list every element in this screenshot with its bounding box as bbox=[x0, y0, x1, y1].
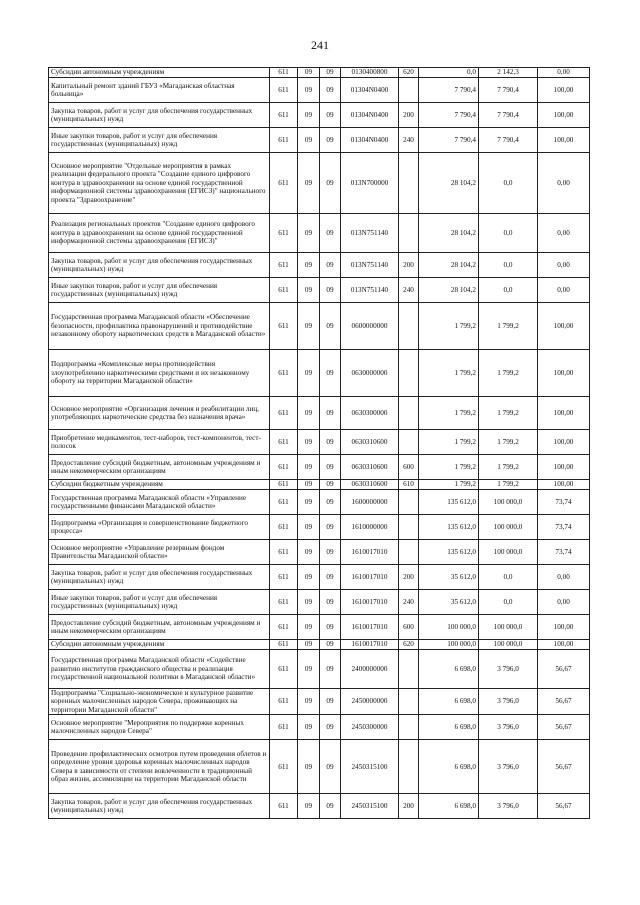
row-subsection-cell: 09 bbox=[320, 303, 341, 350]
row-name-cell: Основное мероприятие «Организация лечения и реабилитации лиц, употребляющих наркотические средства без назначения врача» bbox=[49, 397, 270, 430]
row-name-cell: Основное мероприятие «Управление резервным фондом Правительства Магаданской области» bbox=[49, 540, 270, 565]
row-admin-code-cell: 611 bbox=[270, 214, 298, 253]
row-name-cell: Иные закупки товаров, работ и услуг для обеспечения государственных (муниципальных) нужд bbox=[49, 278, 270, 303]
row-section-cell: 09 bbox=[298, 515, 320, 540]
table-row bbox=[49, 78, 590, 103]
row-section-cell: 09 bbox=[298, 565, 320, 590]
row-target-code-cell: 0130400800 bbox=[341, 68, 399, 78]
row-expense-type-cell bbox=[399, 740, 419, 794]
row-plan-amount-cell: 28 104,2 bbox=[419, 153, 479, 214]
row-section-cell: 09 bbox=[298, 214, 320, 253]
row-section-cell: 09 bbox=[298, 350, 320, 397]
table-row bbox=[49, 278, 590, 303]
row-admin-code-cell: 611 bbox=[270, 565, 298, 590]
row-percent-cell: 73,74 bbox=[538, 540, 590, 565]
row-section-cell: 09 bbox=[298, 278, 320, 303]
row-expense-type-cell: 620 bbox=[399, 68, 419, 78]
row-name-cell: Подпрограмма "Социально-экономическое и культурное развитие коренных малочисленных народов Севера, проживающих на территории Магаданской области" bbox=[49, 689, 270, 715]
row-admin-code-cell: 611 bbox=[270, 430, 298, 455]
row-name-cell: Подпрограмма «Организация и совершенствование бюджетного процесса» bbox=[49, 515, 270, 540]
table-row bbox=[49, 128, 590, 153]
row-target-code-cell: 0630000000 bbox=[341, 350, 399, 397]
table-row bbox=[49, 794, 590, 819]
row-target-code-cell: 013N751140 bbox=[341, 253, 399, 278]
row-expense-type-cell: 620 bbox=[399, 640, 419, 650]
row-subsection-cell: 09 bbox=[320, 153, 341, 214]
row-percent-cell: 0,00 bbox=[538, 214, 590, 253]
table-row bbox=[49, 590, 590, 615]
row-percent-cell: 100,00 bbox=[538, 128, 590, 153]
table-row bbox=[49, 540, 590, 565]
row-expense-type-cell bbox=[399, 303, 419, 350]
row-fact-amount-cell: 3 796,0 bbox=[479, 740, 538, 794]
row-subsection-cell: 09 bbox=[320, 615, 341, 640]
row-admin-code-cell: 611 bbox=[270, 68, 298, 78]
row-subsection-cell: 09 bbox=[320, 794, 341, 819]
row-target-code-cell: 013N700000 bbox=[341, 153, 399, 214]
row-fact-amount-cell: 2 142,3 bbox=[479, 68, 538, 78]
row-name-cell: Реализация региональных проектов "Создание единого цифрового контура в здравоохранении на основе единой государственной информационной системы здравоохранения (ЕГИСЗ)" bbox=[49, 214, 270, 253]
row-expense-type-cell bbox=[399, 715, 419, 740]
row-subsection-cell: 09 bbox=[320, 350, 341, 397]
row-name-cell: Закупка товаров, работ и услуг для обеспечения государственных (муниципальных) нужд bbox=[49, 794, 270, 819]
row-expense-type-cell bbox=[399, 78, 419, 103]
row-name-cell: Приобретение медикаментов, тест-наборов, тест-компонентов, тест-полосок bbox=[49, 430, 270, 455]
page-number: 241 bbox=[311, 38, 329, 52]
row-target-code-cell: 0600000000 bbox=[341, 303, 399, 350]
row-name-cell: Государственная программа Магаданской области «Содействие развитию институтов гражданского общества и реализация государственной национальной политики в Магаданской области» bbox=[49, 650, 270, 689]
row-target-code-cell: 2400000000 bbox=[341, 650, 399, 689]
row-admin-code-cell: 611 bbox=[270, 540, 298, 565]
row-percent-cell: 100,00 bbox=[538, 615, 590, 640]
row-percent-cell: 0,00 bbox=[538, 253, 590, 278]
row-expense-type-cell: 200 bbox=[399, 794, 419, 819]
row-admin-code-cell: 611 bbox=[270, 740, 298, 794]
row-expense-type-cell bbox=[399, 214, 419, 253]
row-fact-amount-cell: 3 796,0 bbox=[479, 689, 538, 715]
row-admin-code-cell: 611 bbox=[270, 615, 298, 640]
row-plan-amount-cell: 35 612,0 bbox=[419, 590, 479, 615]
row-section-cell: 09 bbox=[298, 455, 320, 480]
row-target-code-cell: 01304N0400 bbox=[341, 78, 399, 103]
row-subsection-cell: 09 bbox=[320, 590, 341, 615]
row-percent-cell: 100,00 bbox=[538, 455, 590, 480]
row-section-cell: 09 bbox=[298, 650, 320, 689]
row-name-cell: Закупка товаров, работ и услуг для обеспечения государственных (муниципальных) нужд bbox=[49, 565, 270, 590]
row-percent-cell: 0,00 bbox=[538, 565, 590, 590]
row-expense-type-cell bbox=[399, 397, 419, 430]
row-plan-amount-cell: 1 799,2 bbox=[419, 430, 479, 455]
row-plan-amount-cell: 100 000,0 bbox=[419, 615, 479, 640]
row-section-cell: 09 bbox=[298, 397, 320, 430]
row-subsection-cell: 09 bbox=[320, 650, 341, 689]
table-row bbox=[49, 715, 590, 740]
row-expense-type-cell: 610 bbox=[399, 480, 419, 490]
row-section-cell: 09 bbox=[298, 640, 320, 650]
budget-table-body bbox=[49, 68, 590, 819]
row-plan-amount-cell: 1 799,2 bbox=[419, 397, 479, 430]
row-plan-amount-cell: 135 612,0 bbox=[419, 540, 479, 565]
row-expense-type-cell bbox=[399, 540, 419, 565]
row-target-code-cell: 2450315100 bbox=[341, 740, 399, 794]
row-percent-cell: 100,00 bbox=[538, 78, 590, 103]
table-row bbox=[49, 350, 590, 397]
row-section-cell: 09 bbox=[298, 615, 320, 640]
row-expense-type-cell bbox=[399, 515, 419, 540]
row-name-cell: Субсидии автономным учреждениям bbox=[49, 640, 270, 650]
row-subsection-cell: 09 bbox=[320, 490, 341, 515]
row-target-code-cell: 0630310600 bbox=[341, 455, 399, 480]
row-target-code-cell: 013N751140 bbox=[341, 214, 399, 253]
row-expense-type-cell: 600 bbox=[399, 615, 419, 640]
row-percent-cell: 100,00 bbox=[538, 480, 590, 490]
row-fact-amount-cell: 3 796,0 bbox=[479, 715, 538, 740]
row-fact-amount-cell: 100 000,0 bbox=[479, 540, 538, 565]
row-expense-type-cell: 240 bbox=[399, 278, 419, 303]
table-row bbox=[49, 253, 590, 278]
row-name-cell: Закупка товаров, работ и услуг для обеспечения государственных (муниципальных) нужд bbox=[49, 253, 270, 278]
row-fact-amount-cell: 1 799,2 bbox=[479, 480, 538, 490]
row-plan-amount-cell: 6 698,0 bbox=[419, 794, 479, 819]
row-subsection-cell: 09 bbox=[320, 480, 341, 490]
row-expense-type-cell: 200 bbox=[399, 565, 419, 590]
row-percent-cell: 100,00 bbox=[538, 103, 590, 128]
row-fact-amount-cell: 1 799,2 bbox=[479, 303, 538, 350]
row-fact-amount-cell: 0,0 bbox=[479, 214, 538, 253]
row-plan-amount-cell: 6 698,0 bbox=[419, 650, 479, 689]
row-admin-code-cell: 611 bbox=[270, 640, 298, 650]
row-subsection-cell: 09 bbox=[320, 78, 341, 103]
row-subsection-cell: 09 bbox=[320, 214, 341, 253]
table-row bbox=[49, 740, 590, 794]
table-row bbox=[49, 303, 590, 350]
row-section-cell: 09 bbox=[298, 303, 320, 350]
row-expense-type-cell: 600 bbox=[399, 455, 419, 480]
row-subsection-cell: 09 bbox=[320, 515, 341, 540]
table-row bbox=[49, 397, 590, 430]
table-row bbox=[49, 430, 590, 455]
row-plan-amount-cell: 1 799,2 bbox=[419, 303, 479, 350]
row-target-code-cell: 01304N0400 bbox=[341, 128, 399, 153]
row-name-cell: Государственная программа Магаданской области «Управление государственными финансами Магаданской области» bbox=[49, 490, 270, 515]
row-percent-cell: 56,67 bbox=[538, 650, 590, 689]
row-name-cell: Предоставление субсидий бюджетным, автономным учреждениям и иным некоммерческим организациям bbox=[49, 455, 270, 480]
budget-table bbox=[48, 67, 590, 819]
row-section-cell: 09 bbox=[298, 103, 320, 128]
row-percent-cell: 56,67 bbox=[538, 794, 590, 819]
row-section-cell: 09 bbox=[298, 715, 320, 740]
row-plan-amount-cell: 7 790,4 bbox=[419, 78, 479, 103]
row-target-code-cell: 1610000000 bbox=[341, 515, 399, 540]
row-admin-code-cell: 611 bbox=[270, 515, 298, 540]
row-target-code-cell: 0630300000 bbox=[341, 397, 399, 430]
row-percent-cell: 100,00 bbox=[538, 430, 590, 455]
row-subsection-cell: 09 bbox=[320, 740, 341, 794]
row-fact-amount-cell: 100 000,0 bbox=[479, 515, 538, 540]
row-section-cell: 09 bbox=[298, 128, 320, 153]
row-name-cell: Иные закупки товаров, работ и услуг для обеспечения государственных (муниципальных) нужд bbox=[49, 590, 270, 615]
row-name-cell: Основное мероприятие "Отдельные мероприятия в рамках реализации федерального проекта "Создание единого цифрового контура в здравоохранении на основе единой государственной информационной системы здравоохранения (ЕГИСЗ)" национального проекта "Здравоохранение" bbox=[49, 153, 270, 214]
table-row bbox=[49, 689, 590, 715]
row-section-cell: 09 bbox=[298, 540, 320, 565]
row-admin-code-cell: 611 bbox=[270, 153, 298, 214]
row-subsection-cell: 09 bbox=[320, 540, 341, 565]
row-name-cell: Подпрограмма «Комплексные меры противодействия злоупотреблению наркотическими средствами и их незаконному обороту на территории Магаданской области» bbox=[49, 350, 270, 397]
row-percent-cell: 73,74 bbox=[538, 515, 590, 540]
row-fact-amount-cell: 7 790,4 bbox=[479, 128, 538, 153]
row-plan-amount-cell: 1 799,2 bbox=[419, 480, 479, 490]
row-admin-code-cell: 611 bbox=[270, 689, 298, 715]
row-expense-type-cell bbox=[399, 490, 419, 515]
row-admin-code-cell: 611 bbox=[270, 715, 298, 740]
row-target-code-cell: 1600000000 bbox=[341, 490, 399, 515]
row-name-cell: Иные закупки товаров, работ и услуг для обеспечения государственных (муниципальных) нужд bbox=[49, 128, 270, 153]
row-plan-amount-cell: 7 790,4 bbox=[419, 128, 479, 153]
row-section-cell: 09 bbox=[298, 430, 320, 455]
row-section-cell: 09 bbox=[298, 590, 320, 615]
row-admin-code-cell: 611 bbox=[270, 78, 298, 103]
table-row bbox=[49, 565, 590, 590]
row-target-code-cell: 2450300000 bbox=[341, 715, 399, 740]
row-admin-code-cell: 611 bbox=[270, 103, 298, 128]
row-name-cell: Субсидии бюджетным учреждениям bbox=[49, 480, 270, 490]
row-subsection-cell: 09 bbox=[320, 430, 341, 455]
row-subsection-cell: 09 bbox=[320, 103, 341, 128]
row-section-cell: 09 bbox=[298, 153, 320, 214]
row-subsection-cell: 09 bbox=[320, 253, 341, 278]
table-row bbox=[49, 615, 590, 640]
row-percent-cell: 100,00 bbox=[538, 640, 590, 650]
row-admin-code-cell: 611 bbox=[270, 397, 298, 430]
row-fact-amount-cell: 3 796,0 bbox=[479, 794, 538, 819]
row-plan-amount-cell: 7 790,4 bbox=[419, 103, 479, 128]
row-fact-amount-cell: 0,0 bbox=[479, 153, 538, 214]
row-section-cell: 09 bbox=[298, 689, 320, 715]
row-name-cell: Субсидии автономным учреждениям bbox=[49, 68, 270, 78]
table-row bbox=[49, 68, 590, 78]
row-expense-type-cell: 200 bbox=[399, 253, 419, 278]
row-target-code-cell: 1610017010 bbox=[341, 615, 399, 640]
row-expense-type-cell bbox=[399, 689, 419, 715]
row-expense-type-cell: 240 bbox=[399, 590, 419, 615]
row-section-cell: 09 bbox=[298, 253, 320, 278]
row-section-cell: 09 bbox=[298, 490, 320, 515]
row-admin-code-cell: 611 bbox=[270, 794, 298, 819]
row-admin-code-cell: 611 bbox=[270, 490, 298, 515]
row-admin-code-cell: 611 bbox=[270, 278, 298, 303]
row-subsection-cell: 09 bbox=[320, 640, 341, 650]
row-percent-cell: 56,67 bbox=[538, 689, 590, 715]
row-name-cell: Проведение профилактических осмотров путем проведения облетов и определение уровня здоровья коренных малочисленных народов Севера в зависимости от степени вовлеченности в традиционный образ жизни, ассимиляции на территории Магаданской области bbox=[49, 740, 270, 794]
row-percent-cell: 73,74 bbox=[538, 490, 590, 515]
row-expense-type-cell: 240 bbox=[399, 128, 419, 153]
row-admin-code-cell: 611 bbox=[270, 455, 298, 480]
row-percent-cell: 0,00 bbox=[538, 153, 590, 214]
row-subsection-cell: 09 bbox=[320, 455, 341, 480]
row-fact-amount-cell: 1 799,2 bbox=[479, 350, 538, 397]
row-section-cell: 09 bbox=[298, 68, 320, 78]
row-fact-amount-cell: 3 796,0 bbox=[479, 650, 538, 689]
row-plan-amount-cell: 6 698,0 bbox=[419, 740, 479, 794]
row-plan-amount-cell: 35 612,0 bbox=[419, 565, 479, 590]
row-expense-type-cell: 200 bbox=[399, 103, 419, 128]
row-section-cell: 09 bbox=[298, 78, 320, 103]
row-subsection-cell: 09 bbox=[320, 128, 341, 153]
row-target-code-cell: 1610017010 bbox=[341, 565, 399, 590]
row-subsection-cell: 09 bbox=[320, 68, 341, 78]
row-plan-amount-cell: 100 000,0 bbox=[419, 640, 479, 650]
row-admin-code-cell: 611 bbox=[270, 303, 298, 350]
table-row bbox=[49, 214, 590, 253]
row-target-code-cell: 1610017010 bbox=[341, 640, 399, 650]
row-target-code-cell: 0630310600 bbox=[341, 480, 399, 490]
row-target-code-cell: 2450000000 bbox=[341, 689, 399, 715]
row-fact-amount-cell: 0,0 bbox=[479, 565, 538, 590]
row-fact-amount-cell: 1 799,2 bbox=[479, 455, 538, 480]
row-fact-amount-cell: 100 000,0 bbox=[479, 615, 538, 640]
row-admin-code-cell: 611 bbox=[270, 590, 298, 615]
row-plan-amount-cell: 6 698,0 bbox=[419, 689, 479, 715]
row-percent-cell: 0,00 bbox=[538, 590, 590, 615]
row-target-code-cell: 2450315100 bbox=[341, 794, 399, 819]
row-fact-amount-cell: 0,0 bbox=[479, 253, 538, 278]
table-row bbox=[49, 480, 590, 490]
table-row bbox=[49, 490, 590, 515]
row-admin-code-cell: 611 bbox=[270, 253, 298, 278]
row-name-cell: Государственная программа Магаданской области «Обеспечение безопасности, профилактика правонарушений и противодействие незаконному обороту наркотических средств в Магаданской области» bbox=[49, 303, 270, 350]
row-name-cell: Основное мероприятие "Мероприятия по поддержке коренных малочисленных народов Севера" bbox=[49, 715, 270, 740]
row-plan-amount-cell: 0,0 bbox=[419, 68, 479, 78]
row-fact-amount-cell: 7 790,4 bbox=[479, 78, 538, 103]
row-percent-cell: 0,00 bbox=[538, 68, 590, 78]
row-fact-amount-cell: 100 000,0 bbox=[479, 640, 538, 650]
table-row bbox=[49, 515, 590, 540]
row-admin-code-cell: 611 bbox=[270, 480, 298, 490]
row-admin-code-cell: 611 bbox=[270, 650, 298, 689]
row-subsection-cell: 09 bbox=[320, 565, 341, 590]
table-row bbox=[49, 103, 590, 128]
row-target-code-cell: 01304N0400 bbox=[341, 103, 399, 128]
row-fact-amount-cell: 0,0 bbox=[479, 278, 538, 303]
row-fact-amount-cell: 100 000,0 bbox=[479, 490, 538, 515]
row-expense-type-cell bbox=[399, 350, 419, 397]
row-admin-code-cell: 611 bbox=[270, 350, 298, 397]
row-subsection-cell: 09 bbox=[320, 689, 341, 715]
row-percent-cell: 100,00 bbox=[538, 350, 590, 397]
row-percent-cell: 100,00 bbox=[538, 397, 590, 430]
row-fact-amount-cell: 7 790,4 bbox=[479, 103, 538, 128]
row-subsection-cell: 09 bbox=[320, 715, 341, 740]
row-fact-amount-cell: 1 799,2 bbox=[479, 397, 538, 430]
row-expense-type-cell bbox=[399, 650, 419, 689]
row-target-code-cell: 0630310600 bbox=[341, 430, 399, 455]
row-target-code-cell: 1610017010 bbox=[341, 590, 399, 615]
row-plan-amount-cell: 28 104,2 bbox=[419, 253, 479, 278]
row-admin-code-cell: 611 bbox=[270, 128, 298, 153]
table-row bbox=[49, 153, 590, 214]
row-name-cell: Предоставление субсидий бюджетным, автономным учреждениям и иным некоммерческим организациям bbox=[49, 615, 270, 640]
row-plan-amount-cell: 1 799,2 bbox=[419, 455, 479, 480]
row-plan-amount-cell: 28 104,2 bbox=[419, 214, 479, 253]
row-expense-type-cell bbox=[399, 153, 419, 214]
row-subsection-cell: 09 bbox=[320, 278, 341, 303]
row-expense-type-cell bbox=[399, 430, 419, 455]
row-target-code-cell: 1610017010 bbox=[341, 540, 399, 565]
row-plan-amount-cell: 6 698,0 bbox=[419, 715, 479, 740]
row-percent-cell: 56,67 bbox=[538, 740, 590, 794]
row-section-cell: 09 bbox=[298, 740, 320, 794]
row-percent-cell: 56,67 bbox=[538, 715, 590, 740]
row-plan-amount-cell: 135 612,0 bbox=[419, 515, 479, 540]
row-plan-amount-cell: 28 104,2 bbox=[419, 278, 479, 303]
table-row bbox=[49, 455, 590, 480]
row-fact-amount-cell: 1 799,2 bbox=[479, 430, 538, 455]
table-row bbox=[49, 650, 590, 689]
row-target-code-cell: 013N751140 bbox=[341, 278, 399, 303]
table-row bbox=[49, 640, 590, 650]
row-subsection-cell: 09 bbox=[320, 397, 341, 430]
row-plan-amount-cell: 1 799,2 bbox=[419, 350, 479, 397]
row-name-cell: Капитальный ремонт зданий ГБУЗ «Магаданская областная больница» bbox=[49, 78, 270, 103]
row-fact-amount-cell: 0,0 bbox=[479, 590, 538, 615]
row-plan-amount-cell: 135 612,0 bbox=[419, 490, 479, 515]
row-section-cell: 09 bbox=[298, 794, 320, 819]
row-section-cell: 09 bbox=[298, 480, 320, 490]
row-percent-cell: 0,00 bbox=[538, 278, 590, 303]
row-name-cell: Закупка товаров, работ и услуг для обеспечения государственных (муниципальных) нужд bbox=[49, 103, 270, 128]
row-percent-cell: 100,00 bbox=[538, 303, 590, 350]
